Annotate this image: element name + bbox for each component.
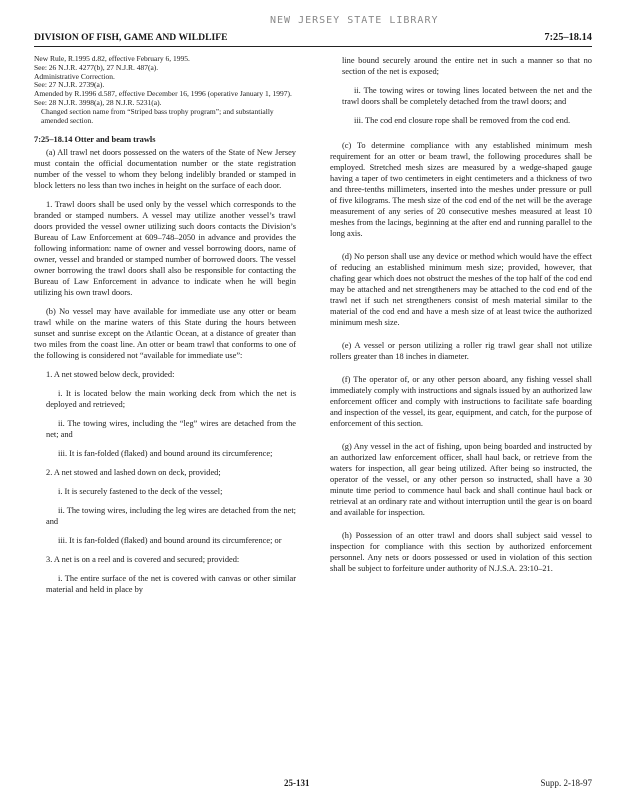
paragraph-b-3-i-cont: line bound securely around the entire net in such a manner so that no section of the net is exposed; [342, 56, 592, 76]
history-line: See: 26 N.J.R. 4277(b), 27 N.J.R. 487(a). [34, 62, 159, 72]
history-notes [34, 55, 296, 125]
paragraph-b-1-ii: ii. The towing wires, including the “leg” wires are detached from the net; and [46, 419, 296, 440]
paragraph-b: (b) No vessel may have available for immediate use any otter or beam trawl while on the marine waters of this State during the hours between sunset and sunrise except on the Atlantic Ocean, at a distance of greater than two miles from the coast line. An otter or beam trawl that conforms to one of the following is considered not “available for immediate use”: [34, 307, 296, 361]
paragraph-d: (d) No person shall use any device or method which would have the effect of reducing an established minimum mesh size; provided, however, that chafing gear which does not obstruct the meshes of the top half of the cod end may be attached and net strengtheners may be attached to the cod end of the trawl net if such net strengtheners consist of mesh material similar to the material of the cod end and have a mesh size of at least twice the authorized minimum mesh size. [330, 252, 592, 327]
paragraph-b-1-iii: iii. It is fan-folded (flaked) and bound around its circumference; [58, 449, 273, 459]
history-line: Administrative Correction. [34, 71, 115, 81]
history-line: See: 28 N.J.R. 3998(a), 28 N.J.R. 5231(a). [34, 97, 162, 107]
paragraph-b-1: 1. A net stowed below deck, provided: [46, 370, 175, 380]
library-stamp: NEW JERSEY STATE LIBRARY [270, 15, 439, 26]
paragraph-f: (f) The operator of, or any other person aboard, any fishing vessel shall immediately comply with instructions and signals issued by an authorized law enforcement officer and comply with instructions to facilitate safe boarding and inspection of the vessel, its gear, equipment, and catch, for the purpose of enforcement of this section. [330, 375, 592, 428]
history-line: Changed section name from “Striped bass trophy program”; and substantially amended section. [41, 106, 274, 125]
section-title: 7:25–18.14 Otter and beam trawls [34, 135, 156, 145]
paragraph-a: (a) All trawl net doors possessed on the waters of the State of New Jersey must contain the official documentation number or the state registration number of the vessel to whom they belong indelibly branded or stamped in block letters no less than two inches in height on the surface of each door. [34, 148, 296, 191]
paragraph-b-3-iii: iii. The cod end closure rope shall be removed from the cod end. [354, 116, 571, 125]
history-line: New Rule, R.1995 d.82, effective February 6, 1995. [34, 54, 190, 63]
paragraph-b-2: 2. A net stowed and lashed down on deck, provided; [46, 468, 221, 478]
page-number: 25-131 [284, 778, 310, 788]
paragraph-e: (e) A vessel or person utilizing a roller rig trawl gear shall not utilize rollers greater than 18 inches in diameter. [330, 341, 592, 361]
page-footer [34, 778, 592, 790]
paragraph-c: (c) To determine compliance with any established minimum mesh requirement for an otter or beam trawl, the following procedures shall be employed. Stretched mesh sizes are measured by a wedge-shaped gauge having a taper of two centimeters in eight centimeters and a thickness of two and three-tenths millimeters, inserted into the meshes under pressure or pull of five kilograms. The mesh size of the cod end of the net will be the average measurement of any series of 20 consecutive meshes measured at least 10 meshes from the lacings, beginning at the after end and running parallel to the long axis. [330, 141, 592, 238]
paragraph-a-1: 1. Trawl doors shall be used only by the vessel which corresponds to the branded or stamped numbers. A vessel may utilize another vessel’s trawl doors provided the vessel owner utilizing such doors contacts the Division’s Bureau of Law Enforcement at 609–748–2050 in advance and provides the following information: name of owner and vessel borrowing doors, name of owner, vessel and branded or stamped number of borrowed doors. The vessel owner borrowing the trawl doors shall also be responsible for contacting the Bureau of Law Enforcement in advance to indicate when he will begin utilizing his own trawl doors. [34, 200, 296, 298]
paragraph-b-2-iii: iii. It is fan-folded (flaked) and bound around its circumference; or [58, 536, 282, 546]
paragraph-b-2-ii: ii. The towing wires, including the leg wires are detached from the net; and [46, 506, 296, 527]
paragraph-b-3-i: i. The entire surface of the net is covered with canvas or other similar material and held in place by [46, 574, 296, 595]
page-header [34, 27, 592, 47]
paragraph-b-2-i: i. It is securely fastened to the deck of the vessel; [58, 487, 223, 497]
paragraph-b-3: 3. A net is on a reel and is covered and secured; provided: [46, 555, 240, 565]
paragraph-h: (h) Possession of an otter trawl and doors shall subject said vessel to inspection for compliance with this section by authorized enforcement personnel. Any nets or doors possessed or used in violation of this section shall be subject to forfeiture under authority of N.J.S.A. 23:10–21. [330, 531, 592, 573]
left-column [34, 55, 296, 603]
paragraph-b-1-i: i. It is located below the main working deck from which the net is deployed and retrieved; [46, 389, 296, 410]
history-line: See: 27 N.J.R. 2739(a). [34, 80, 105, 90]
right-column [330, 55, 592, 582]
header-division: DIVISION OF FISH, GAME AND WILDLIFE [34, 32, 228, 43]
supplement-date: Supp. 2-18-97 [540, 778, 592, 788]
paragraph-b-3-ii: ii. The towing wires or towing lines located between the net and the trawl doors shall be completely detached from the trawl doors; and [342, 86, 592, 106]
header-section-number: 7:25–18.14 [544, 32, 592, 43]
history-line: Amended by R.1996 d.587, effective December 16, 1996 (operative January 1, 1997). [34, 89, 292, 99]
paragraph-g: (g) Any vessel in the act of fishing, upon being boarded and instructed by an authorized law enforcement officer, shall haul back, or retrieve from the waters for inspection, all gear being utilized. After being so instructed, the operator of the vessel, or any other person so instructed, shall have a 30 minute time period to commence haul back and shall continue haul back or retrieval at an ordinary rate and without interruption until the gear is on board and available for inspection. [330, 442, 592, 517]
